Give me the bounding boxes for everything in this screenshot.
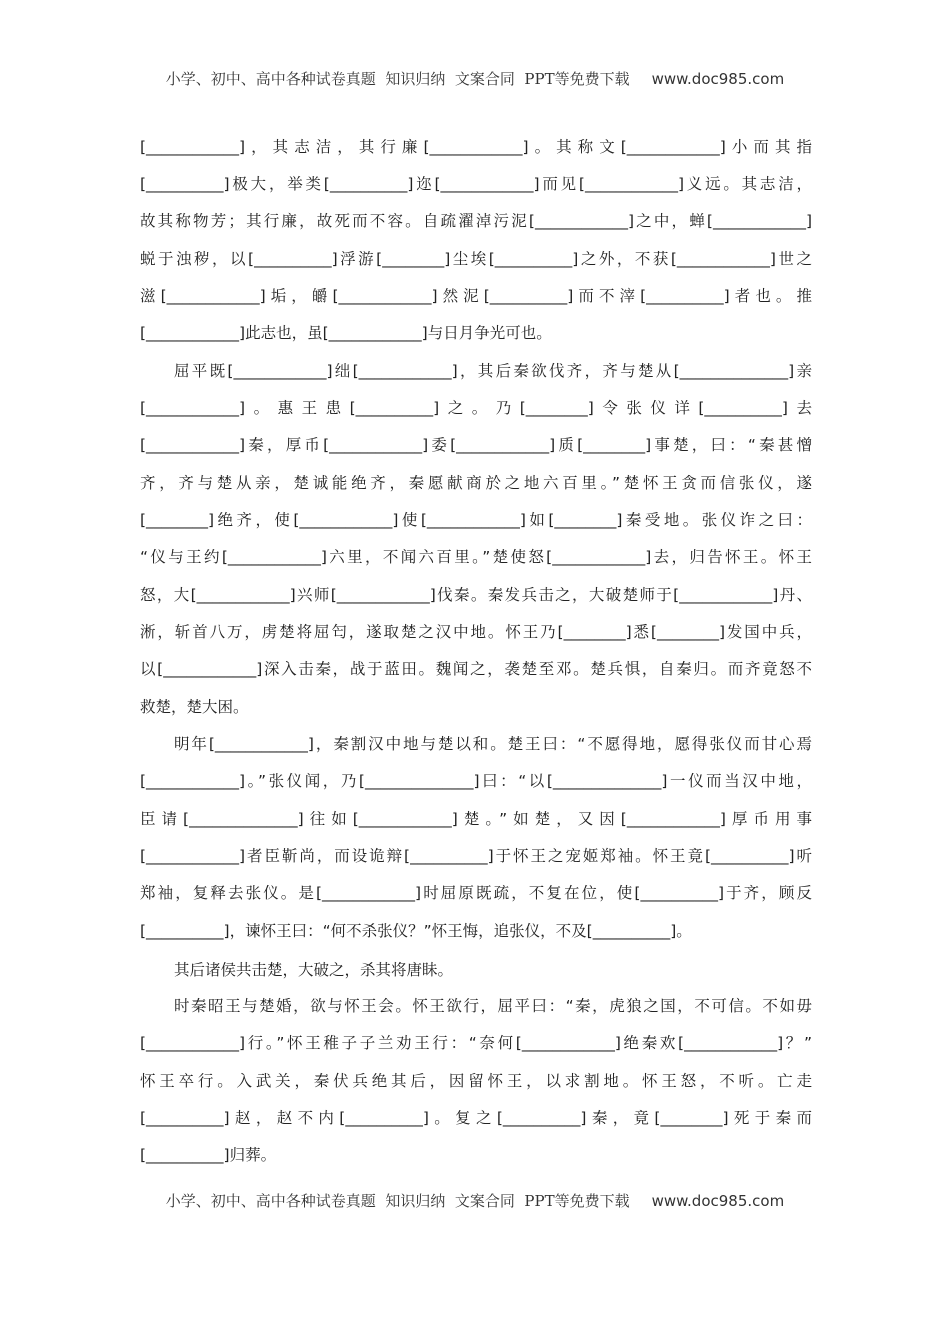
text-line: 滋[____________]垢，皭[____________]然泥[__________]而不滓[__________]者也。推: [140, 287, 812, 305]
text-line: [____________]。”张仪闻，乃[______________]曰：“以[______________]一仪而当汉中地，: [140, 772, 812, 790]
text-line: 蜕于浊秽，以[__________]浮游[________]尘埃[__________]之外，不获[____________]世之: [140, 250, 812, 268]
header-text: 小学、初中、高中各种试卷真题 知识归纳 文案合同 PPT等免费下载: [165, 70, 630, 88]
text-line: 怀王卒行。入武关，秦伏兵绝其后，因留怀王，以求割地。怀王怒，不听。亡走: [140, 1072, 812, 1090]
text-line: 淅，斩首八万，虏楚将屈匄，遂取楚之汉中地。怀王乃[________]悉[________]发国中兵，: [140, 623, 812, 641]
text-line: 以[____________]深入击秦，战于蓝田。魏闻之，袭楚至邓。楚兵惧，自秦归。而齐竟怒不: [140, 660, 812, 678]
text-line: [__________]赵，赵不内[__________]。复之[__________]秦，竟[________]死于秦而: [140, 1109, 812, 1127]
text-line: 臣请[______________]往如[____________]楚。”如楚，又因[____________]厚币用事: [140, 810, 812, 828]
header-site: www.doc985.com: [651, 70, 785, 88]
text-line: 屈平既[____________]绌[____________]，其后秦欲伐齐，齐与楚从[______________]亲: [174, 362, 812, 380]
text-line: 其后诸侯共击楚，大破之，杀其将唐眛。: [174, 961, 454, 979]
text-line: [____________]此志也，虽[____________]与日月争光可也。: [140, 324, 552, 342]
footer-text: 小学、初中、高中各种试卷真题 知识归纳 文案合同 PPT等免费下载: [165, 1192, 630, 1210]
text-line: [____________]者臣靳尚，而设诡辩[__________]于怀王之宠姬郑袖。怀王竟[__________]听: [140, 847, 812, 865]
text-line: 郑袖，复释去张仪。是[____________]时屈原既疏，不复在位，使[__________]于齐，顾反: [140, 884, 812, 902]
text-line: [__________]归葬。: [140, 1146, 277, 1164]
text-line: [____________]，其志洁，其行廉[____________]。其称文[____________]小而其指: [140, 138, 812, 156]
text-line: “仪与王约[____________]六里，不闻六百里。”楚使怒[____________]去，归告怀王。怀王: [140, 548, 812, 566]
text-line: [__________]，谏怀王曰：“何不杀张仪？”怀王悔，追张仪，不及[__________]。: [140, 922, 692, 940]
text-line: [____________]行。”怀王稚子子兰劝王行：“奈何[____________]绝秦欢[____________]？”: [140, 1034, 812, 1052]
text-line: [____________]秦，厚币[____________]委[____________]质[________]事楚，曰：“秦甚憎: [140, 436, 812, 454]
text-line: [____________]。惠王患[__________]之。乃[________]令张仪详[__________]去: [140, 399, 812, 417]
text-line: 怒，大[____________]兴师[____________]伐秦。秦发兵击之，大破楚师于[____________]丹、: [140, 586, 812, 604]
footer-site: www.doc985.com: [651, 1192, 785, 1210]
text-line: 故其称物芳；其行廉，故死而不容。自疏濯淖污泥[____________]之中，蝉[____________]: [140, 212, 812, 230]
text-line: 齐，齐与楚从亲，楚诚能绝齐，秦愿献商於之地六百里。”楚怀王贪而信张仪，遂: [140, 474, 812, 492]
text-line: 救楚，楚大困。: [140, 698, 249, 716]
page-footer: [0, 1190, 950, 1211]
text-line: 时秦昭王与楚婚，欲与怀王会。怀王欲行，屈平曰：“秦，虎狼之国，不可信。不如毋: [174, 997, 812, 1015]
text-line: [__________]极大，举类[__________]迩[____________]而见[____________]义远。其志洁，: [140, 175, 812, 193]
page-header: [0, 68, 950, 89]
text-line: 明年[____________]，秦割汉中地与楚以和。楚王曰：“不愿得地，愿得张仪而甘心焉: [174, 735, 812, 753]
text-line: [________]绝齐，使[____________]使[____________]如[________]秦受地。张仪诈之曰：: [140, 511, 812, 529]
